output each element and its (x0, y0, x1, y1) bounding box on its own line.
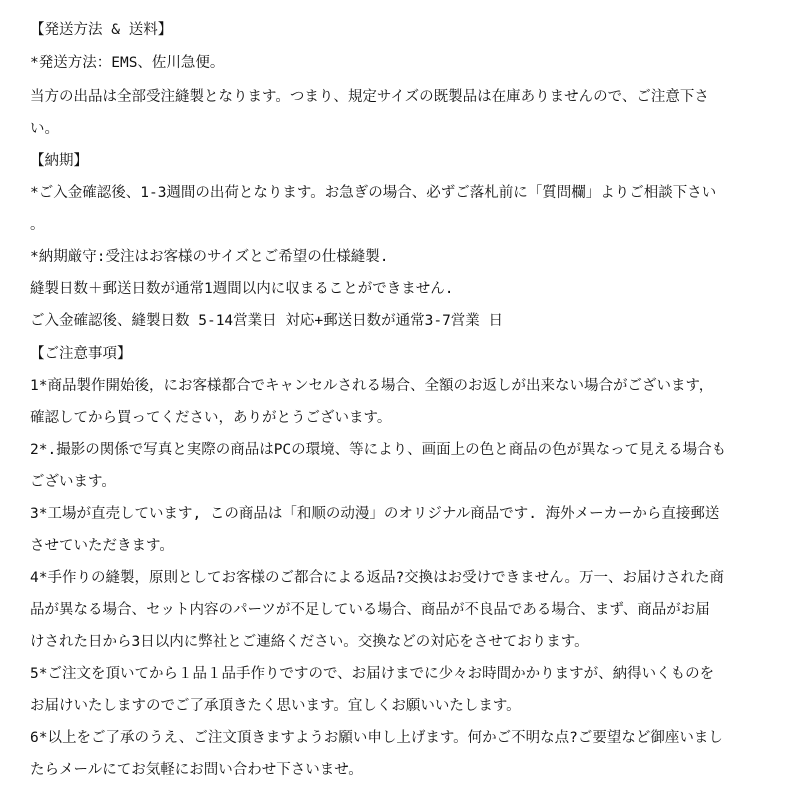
note-4-line: 4*手作りの縫製，原則としてお客様のご都合による返品?交換はお受けできません。万一、お届けされた商 (30, 570, 725, 586)
note-1-line-cont: 確認してから買ってください，ありがとうございます。 (30, 410, 392, 426)
note-4-line-cont-1: 品が異なる場合、セット内容のパーツが不足している場合、商品が不良品である場合、まず、商品がお届 (30, 602, 710, 618)
made-to-order-line: 当方の出品は全部受注縫製となります。つまり、規定サイズの既製品は在庫ありませんので、ご注意下さ (30, 89, 709, 105)
heading-notes: 【ご注意事項】 (30, 346, 132, 362)
note-5-line-cont: お届けいたしますのでご了承頂きたく思います。宜しくお願いいたします。 (30, 698, 521, 714)
note-6-line: 6*以上をご了承のうえ、ご注文頂きますようお願い申し上げます。何かご不明な点?ご要望など御座いまし (30, 730, 723, 746)
shipping-method-line: *発送方法：EMS、佐川急便。 (30, 55, 225, 71)
delivery-strict-line: *納期厳守:受注はお客様のサイズとご希望の仕様縫製. (30, 249, 389, 265)
business-days-line: ご入金確認後、縫製日数 5-14営業日 対応+郵送日数が通常3-7営業 日 (30, 313, 504, 329)
note-1-line: 1*商品製作開始後，にお客様都合でキャンセルされる場合、全額のお返しが出来ない場合がございます， (30, 378, 714, 394)
made-to-order-line-cont: い。 (30, 121, 59, 137)
note-4-line-cont-2: けされた日から3日以内に弊社とご連絡ください。交換などの対応をさせております。 (30, 634, 589, 650)
delivery-line: *ご入金確認後、1-3週間の出荷となります。お急ぎの場合、必ずご落札前に「質問欄」よりご相談下さい (30, 185, 717, 201)
sewing-days-line: 縫製日数＋郵送日数が通常1週間以内に収まることができません. (30, 281, 454, 297)
note-3-line: 3*工場が直売しています, この商品は「和顺の动漫」のオリジナル商品です. 海外メーカーから直接郵送 (30, 506, 720, 522)
heading-shipping: 【発送方法 & 送料】 (30, 22, 173, 38)
note-6-line-cont: たらメールにてお気軽にお問い合わせ下さいませ。 (30, 762, 363, 778)
note-2-line: 2*.撮影の関係で写真と実際の商品はPCの環境、等により、画面上の色と商品の色が異なって見える場合も (30, 442, 727, 458)
note-2-line-cont: ございます。 (30, 474, 116, 490)
note-3-line-cont: させていただきます。 (30, 538, 174, 554)
heading-delivery: 【納期】 (30, 153, 88, 169)
note-5-line: 5*ご注文を頂いてから１品１品手作りですので、お届けまでに少々お時間かかりますが、納得いくものを (30, 666, 715, 682)
delivery-line-cont: 。 (30, 217, 45, 233)
